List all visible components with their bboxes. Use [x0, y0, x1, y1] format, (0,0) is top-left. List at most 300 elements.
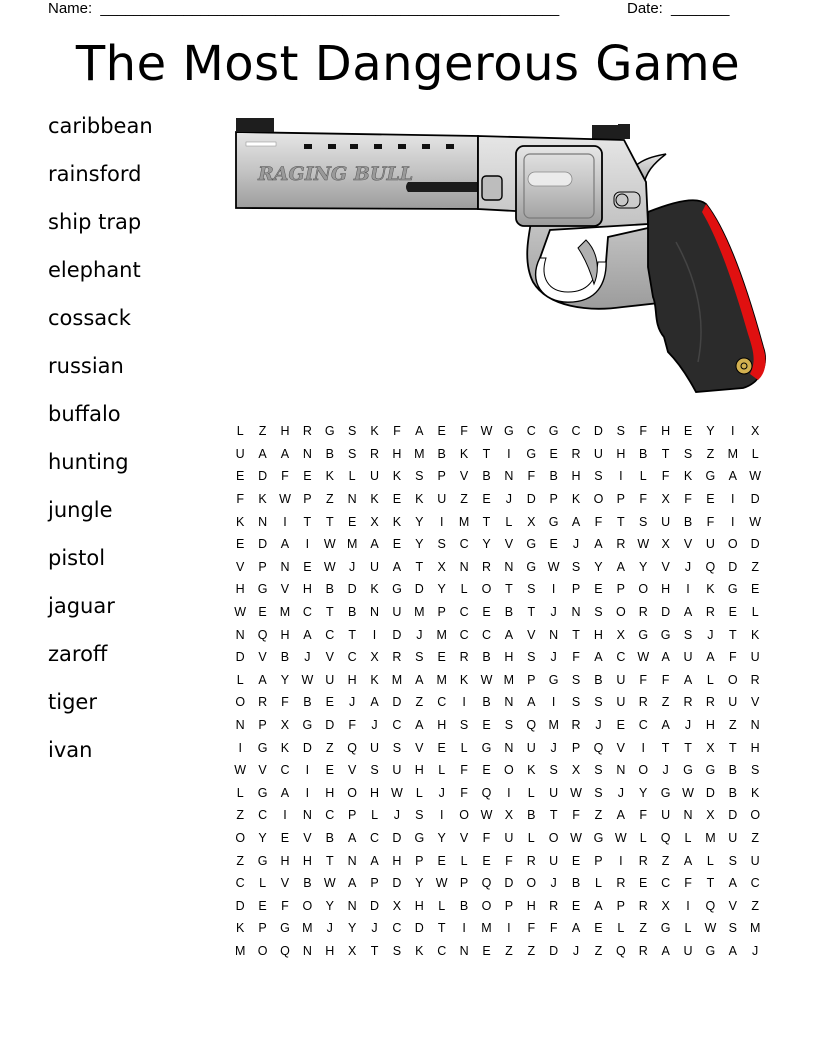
- grid-letter: G: [548, 424, 559, 439]
- grid-letter: J: [371, 921, 378, 936]
- grid-letter: F: [460, 763, 468, 778]
- grid-letter: O: [235, 830, 246, 845]
- grid-letter: R: [549, 898, 559, 913]
- grid-letter: Y: [482, 537, 491, 552]
- grid-letter: A: [347, 830, 357, 845]
- grid-letter: F: [505, 853, 513, 868]
- grid-letter: W: [435, 876, 448, 891]
- grid-letter: U: [437, 492, 447, 507]
- grid-letter: A: [594, 537, 603, 552]
- grid-letter: M: [346, 537, 358, 552]
- grid-letter: Y: [280, 672, 290, 687]
- grid-letter: M: [481, 921, 492, 936]
- grid-letter: H: [750, 740, 760, 755]
- grid-letter: O: [526, 876, 537, 891]
- grid-letter: V: [751, 695, 760, 710]
- grid-letter: J: [550, 650, 557, 665]
- grid-letter: E: [482, 492, 491, 507]
- grid-letter: R: [616, 876, 626, 891]
- grid-letter: X: [661, 537, 670, 552]
- grid-letter: L: [460, 582, 468, 597]
- grid-letter: F: [236, 492, 245, 507]
- grid-letter: M: [458, 514, 470, 529]
- grid-letter: P: [616, 582, 625, 597]
- grid-letter: N: [370, 605, 380, 620]
- grid-letter: N: [549, 627, 559, 642]
- grid-letter: P: [527, 672, 536, 687]
- grid-letter: R: [638, 943, 648, 958]
- grid-letter: K: [370, 424, 379, 439]
- grid-letter: C: [481, 627, 491, 642]
- name-blank-line: _______________________________________________________: [100, 0, 560, 17]
- grid-letter: N: [571, 605, 581, 620]
- grid-letter: P: [616, 898, 625, 913]
- grid-row: [229, 578, 766, 601]
- grid-letter: L: [348, 469, 356, 484]
- grid-letter: N: [504, 469, 514, 484]
- grid-letter: A: [616, 808, 625, 823]
- grid-letter: S: [415, 808, 424, 823]
- grid-letter: F: [460, 424, 468, 439]
- grid-letter: C: [459, 627, 469, 642]
- grid-letter: B: [280, 650, 290, 665]
- grid-letter: M: [391, 672, 403, 687]
- grid-letter: R: [526, 853, 536, 868]
- grid-letter: J: [662, 763, 669, 778]
- grid-letter: M: [749, 921, 761, 936]
- grid-letter: H: [705, 718, 715, 733]
- grid-letter: G: [727, 582, 738, 597]
- grid-letter: E: [236, 537, 245, 552]
- grid-letter: C: [638, 718, 648, 733]
- grid-letter: A: [370, 537, 379, 552]
- grid-letter: A: [728, 876, 737, 891]
- grid-letter: T: [661, 740, 670, 755]
- name-label: Name:: [48, 0, 93, 17]
- grid-letter: K: [258, 492, 267, 507]
- grid-letter: P: [571, 740, 581, 755]
- grid-letter: U: [549, 853, 559, 868]
- grid-letter: L: [706, 853, 714, 868]
- grid-letter: G: [324, 424, 335, 439]
- date-blank-line: _______: [671, 0, 730, 17]
- grid-letter: C: [437, 695, 447, 710]
- grid-letter: Z: [236, 853, 245, 868]
- grid-letter: T: [728, 740, 737, 755]
- grid-letter: L: [639, 830, 647, 845]
- grid-letter: A: [527, 695, 536, 710]
- grid-letter: S: [571, 672, 581, 687]
- grid-letter: I: [619, 469, 623, 484]
- grid-letter: H: [302, 582, 312, 597]
- grid-letter: B: [482, 469, 491, 484]
- grid-letter: F: [348, 718, 356, 733]
- grid-letter: Z: [415, 695, 424, 710]
- grid-letter: E: [392, 537, 402, 552]
- trigger: [578, 240, 597, 284]
- grid-letter: N: [459, 943, 469, 958]
- grid-letter: S: [594, 605, 603, 620]
- grid-letter: K: [392, 514, 402, 529]
- grid-letter: Z: [639, 921, 648, 936]
- grid-letter: E: [482, 853, 491, 868]
- grid-letter: I: [372, 627, 377, 642]
- grid-letter: B: [728, 763, 737, 778]
- grid-letter: O: [638, 763, 649, 778]
- grid-letter: E: [303, 469, 312, 484]
- grid-letter: W: [614, 830, 627, 845]
- grid-letter: C: [392, 921, 402, 936]
- grid-letter: F: [639, 424, 648, 439]
- grid-letter: M: [279, 605, 291, 620]
- grid-letter: E: [594, 582, 603, 597]
- grid-letter: S: [616, 424, 625, 439]
- grid-letter: D: [593, 424, 603, 439]
- grid-letter: L: [684, 830, 692, 845]
- grid-letter: I: [507, 446, 511, 461]
- grid-row: [229, 601, 766, 624]
- grid-letter: K: [415, 492, 424, 507]
- grid-letter: P: [258, 559, 267, 574]
- grid-letter: Y: [347, 921, 357, 936]
- grid-letter: T: [661, 446, 670, 461]
- grid-letter: N: [347, 898, 357, 913]
- grid-letter: Y: [415, 537, 424, 552]
- grid-letter: S: [594, 785, 603, 800]
- grid-letter: V: [661, 559, 670, 574]
- grid-letter: G: [660, 921, 671, 936]
- grid-letter: W: [570, 830, 582, 845]
- grid-letter: V: [459, 469, 469, 484]
- grid-letter: D: [325, 718, 335, 733]
- grid-letter: E: [437, 740, 446, 755]
- grid-letter: I: [551, 582, 556, 597]
- grid-letter: W: [391, 785, 403, 800]
- grid-letter: A: [571, 921, 581, 936]
- grid-letter: H: [235, 582, 245, 597]
- grid-letter: P: [415, 853, 424, 868]
- grid-letter: Z: [661, 853, 670, 868]
- date-label: Date:: [627, 0, 663, 17]
- grid-letter: L: [438, 898, 446, 913]
- grid-letter: J: [752, 943, 759, 958]
- grid-letter: I: [439, 808, 444, 823]
- grid-letter: L: [684, 921, 692, 936]
- grid-letter: N: [302, 943, 312, 958]
- grid-letter: T: [415, 559, 424, 574]
- grid-letter: N: [616, 763, 626, 778]
- grid-letter: V: [236, 559, 245, 574]
- grid-letter: E: [325, 763, 334, 778]
- grid-letter: E: [482, 763, 491, 778]
- word-list-item: russian: [48, 354, 124, 378]
- grid-letter: L: [236, 672, 244, 687]
- grid-letter: M: [705, 830, 716, 845]
- grid-letter: L: [751, 446, 759, 461]
- grid-letter: A: [415, 424, 424, 439]
- grid-row: [229, 917, 766, 940]
- grid-letter: P: [258, 921, 267, 936]
- grid-letter: E: [303, 559, 312, 574]
- grid-letter: G: [257, 582, 268, 597]
- grid-letter: D: [392, 830, 402, 845]
- grid-letter: D: [526, 492, 536, 507]
- grid-letter: V: [504, 537, 514, 552]
- grid-letter: T: [505, 582, 513, 597]
- grid-letter: I: [305, 763, 310, 778]
- grid-letter: H: [571, 469, 581, 484]
- grid-letter: S: [571, 695, 581, 710]
- grid-letter: S: [728, 853, 737, 868]
- grid-letter: F: [527, 469, 536, 484]
- grid-letter: B: [459, 898, 469, 913]
- grid-letter: U: [504, 830, 514, 845]
- grid-letter: H: [325, 943, 335, 958]
- grid-letter: H: [302, 853, 312, 868]
- grid-letter: F: [281, 898, 289, 913]
- grid-letter: G: [257, 853, 268, 868]
- grid-letter: I: [686, 582, 690, 597]
- grid-letter: K: [415, 943, 424, 958]
- grid-letter: P: [571, 582, 581, 597]
- grid-letter: F: [572, 650, 580, 665]
- grid-letter: X: [370, 514, 379, 529]
- grid-letter: E: [683, 424, 693, 439]
- grid-row: [229, 714, 766, 737]
- grid-letter: A: [347, 876, 357, 891]
- grid-letter: C: [347, 650, 357, 665]
- grid-letter: Y: [415, 514, 424, 529]
- grid-letter: D: [414, 921, 424, 936]
- grid-row: [229, 804, 766, 827]
- grid-letter: D: [750, 492, 760, 507]
- grid-letter: X: [527, 514, 536, 529]
- grid-letter: A: [370, 695, 379, 710]
- grid-letter: X: [571, 763, 581, 778]
- grid-letter: B: [594, 672, 603, 687]
- grid-letter: W: [682, 785, 694, 800]
- grid-letter: I: [507, 785, 511, 800]
- grid-letter: Y: [639, 785, 648, 800]
- grid-letter: T: [617, 514, 625, 529]
- grid-letter: N: [504, 695, 514, 710]
- grid-letter: M: [234, 943, 246, 958]
- grid-letter: E: [392, 492, 402, 507]
- grid-letter: P: [303, 492, 312, 507]
- grid-letter: V: [280, 582, 290, 597]
- word-list-item: caribbean: [48, 114, 153, 138]
- grid-letter: C: [370, 830, 380, 845]
- grid-letter: U: [661, 808, 671, 823]
- word-list-item: ivan: [48, 738, 93, 762]
- grid-row: [229, 646, 766, 669]
- grid-letter: M: [548, 718, 559, 733]
- grid-letter: J: [304, 650, 311, 665]
- grid-letter: H: [414, 898, 424, 913]
- grid-letter: P: [370, 876, 379, 891]
- grid-letter: G: [548, 514, 559, 529]
- grid-letter: A: [504, 627, 514, 642]
- revolver-icon: [228, 112, 772, 396]
- grid-row: [229, 669, 766, 692]
- grid-letter: C: [437, 943, 447, 958]
- grid-letter: W: [480, 672, 493, 687]
- grid-letter: D: [258, 469, 268, 484]
- grid-letter: Y: [437, 582, 446, 597]
- grid-letter: J: [617, 785, 624, 800]
- grid-row: [229, 849, 766, 872]
- grid-letter: I: [462, 921, 466, 936]
- grid-letter: P: [258, 718, 267, 733]
- grid-letter: K: [706, 582, 715, 597]
- grid-letter: F: [639, 808, 648, 823]
- grid-letter: F: [661, 469, 670, 484]
- grid-letter: F: [549, 921, 558, 936]
- grid-letter: E: [728, 605, 737, 620]
- grid-letter: A: [728, 469, 737, 484]
- grid-letter: N: [504, 559, 514, 574]
- grid-letter: X: [661, 898, 670, 913]
- word-list-item: zaroff: [48, 642, 108, 666]
- grid-letter: S: [370, 763, 379, 778]
- grid-letter: N: [459, 559, 469, 574]
- grid-letter: C: [280, 763, 290, 778]
- grid-letter: L: [236, 424, 244, 439]
- grid-letter: H: [504, 650, 514, 665]
- grid-letter: E: [482, 943, 491, 958]
- grid-letter: J: [550, 740, 557, 755]
- grid-letter: C: [616, 650, 626, 665]
- word-list-item: elephant: [48, 258, 141, 282]
- grid-letter: S: [392, 740, 402, 755]
- grid-letter: S: [751, 763, 760, 778]
- front-sight: [236, 118, 274, 132]
- grid-letter: Z: [236, 808, 245, 823]
- grid-letter: E: [437, 853, 446, 868]
- grid-letter: U: [235, 446, 245, 461]
- grid-letter: T: [325, 605, 334, 620]
- grid-letter: B: [325, 446, 334, 461]
- grid-letter: K: [527, 763, 536, 778]
- grid-letter: B: [549, 469, 558, 484]
- grid-letter: Z: [325, 740, 334, 755]
- grid-letter: M: [302, 921, 313, 936]
- grid-letter: G: [392, 582, 402, 597]
- grid-letter: G: [414, 830, 425, 845]
- grid-letter: S: [347, 446, 357, 461]
- grid-letter: J: [572, 537, 580, 552]
- grid-letter: S: [504, 718, 514, 733]
- grid-letter: B: [325, 830, 334, 845]
- grid-letter: K: [236, 514, 245, 529]
- grid-letter: T: [572, 627, 580, 642]
- grid-letter: K: [280, 740, 290, 755]
- grid-letter: I: [305, 537, 310, 552]
- grid-letter: G: [705, 469, 716, 484]
- grid-letter: W: [480, 808, 493, 823]
- grid-letter: P: [459, 876, 469, 891]
- grid-letter: J: [684, 559, 692, 574]
- engraving-text: RAGING BULL: [258, 163, 414, 185]
- grid-letter: C: [325, 808, 335, 823]
- grid-letter: A: [706, 650, 715, 665]
- grid-row: [229, 827, 766, 850]
- grid-letter: Z: [527, 943, 536, 958]
- grid-letter: T: [325, 853, 334, 868]
- grid-letter: N: [302, 446, 312, 461]
- grid-letter: Q: [593, 740, 604, 755]
- grid-letter: Z: [706, 446, 715, 461]
- grid-letter: D: [750, 537, 760, 552]
- grid-letter: S: [728, 921, 737, 936]
- grid-letter: A: [415, 718, 424, 733]
- grid-letter: Y: [706, 424, 715, 439]
- grid-letter: S: [415, 650, 424, 665]
- grid-letter: O: [459, 808, 469, 823]
- grid-letter: O: [235, 695, 246, 710]
- grid-letter: X: [706, 808, 715, 823]
- grid-letter: V: [728, 898, 737, 913]
- grid-letter: S: [459, 718, 469, 733]
- grid-letter: X: [370, 650, 379, 665]
- grid-letter: L: [460, 740, 468, 755]
- grid-letter: O: [615, 605, 626, 620]
- grid-letter: H: [325, 785, 335, 800]
- word-list-item: jungle: [48, 498, 113, 522]
- grid-letter: E: [571, 898, 581, 913]
- grid-letter: G: [257, 740, 268, 755]
- grid-letter: D: [235, 650, 245, 665]
- grid-letter: I: [686, 898, 690, 913]
- grid-letter: O: [347, 785, 358, 800]
- grid-letter: E: [751, 582, 760, 597]
- grid-letter: B: [325, 582, 334, 597]
- grid-letter: B: [504, 605, 514, 620]
- grid-letter: S: [639, 514, 648, 529]
- grid-letter: Q: [705, 559, 716, 574]
- grid-letter: F: [460, 785, 468, 800]
- grid-letter: I: [507, 921, 511, 936]
- grid-letter: T: [482, 514, 491, 529]
- grid-letter: W: [279, 492, 291, 507]
- grid-letter: H: [661, 424, 671, 439]
- grid-letter: D: [235, 898, 245, 913]
- grid-letter: A: [571, 514, 581, 529]
- grid-letter: H: [392, 446, 402, 461]
- grid-letter: S: [347, 424, 357, 439]
- word-list-item: cossack: [48, 306, 131, 330]
- grid-letter: I: [731, 424, 735, 439]
- grid-letter: F: [684, 492, 692, 507]
- grid-letter: V: [415, 740, 424, 755]
- grid-letter: G: [481, 740, 492, 755]
- grid-letter: U: [370, 740, 380, 755]
- grid-letter: I: [551, 695, 556, 710]
- grid-letter: G: [593, 830, 604, 845]
- grid-letter: A: [728, 943, 737, 958]
- grid-letter: Q: [526, 718, 537, 733]
- grid-letter: Q: [347, 740, 358, 755]
- grid-letter: F: [594, 514, 603, 529]
- grid-row: [229, 782, 766, 805]
- grid-letter: I: [731, 492, 735, 507]
- word-list-item: jaguar: [48, 594, 115, 618]
- grid-letter: T: [728, 627, 737, 642]
- grid-letter: U: [370, 559, 380, 574]
- grid-letter: C: [258, 808, 268, 823]
- grid-letter: F: [393, 424, 401, 439]
- grid-letter: O: [727, 537, 738, 552]
